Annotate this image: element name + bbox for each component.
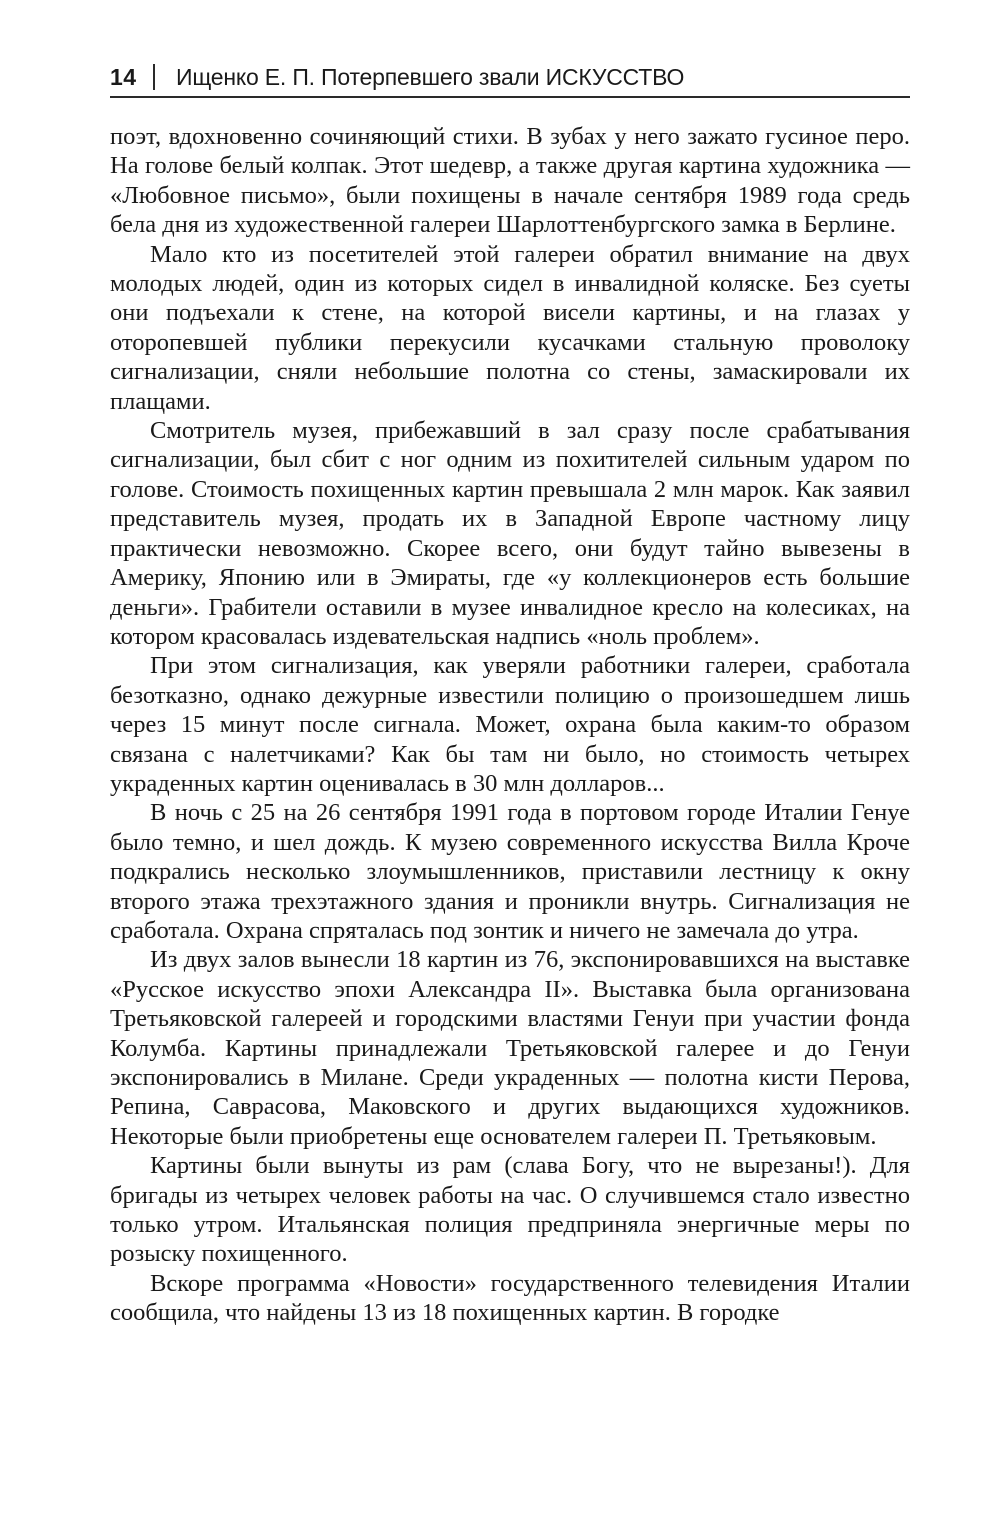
paragraph-7: Картины были вынуты из рам (слава Богу, что не вырезаны!). Для бригады из четырех человек работы на час. О случившемся стало известно только утром. Итальянская полиция предприняла энергичные меры по розыску похищенного.: [110, 1152, 910, 1268]
paragraph-4: При этом сигнализация, как уверяли работники галереи, сработала безотказно, однако дежурные известили полицию о произошедшем лишь через 15 минут после сигнала. Может, охрана была каким-то образом связана с налетчиками? Как бы там ни было, но стоимость четырех украденных картин оценивалась в 30 млн долларов...: [110, 652, 910, 797]
header-separator: [153, 64, 155, 90]
paragraph-5: В ночь с 25 на 26 сентября 1991 года в портовом городе Италии Генуе было темно, и шел дождь. К музею современного искусства Вилла Кроче подкрались несколько злоумышленников, приставили лестницу к окну второго этажа трехэтажного здания и проникли внутрь. Сигнализация не сработала. Охрана спряталась под зонтик и ничего не замечала до утра.: [110, 799, 910, 944]
paragraph-6: Из двух залов вынесли 18 картин из 76, экспонировавшихся на выставке «Русское искусство эпохи Александра II». Выставка была организована Третьяковской галереей и городскими властями Генуи при участии фонда Колумба. Картины принадлежали Третьяковской галерее и до Генуи экспонировались в Милане. Среди украденных — полотна кисти Перова, Репина, Саврасова, Маковского и других выдающихся художников. Некоторые были приобретены еще основателем галереи П. Третьяковым.: [110, 946, 910, 1150]
paragraph-8: Вскоре программа «Новости» государственного телевидения Италии сообщила, что найдены 13 из 18 похищенных картин. В городке: [110, 1269, 910, 1327]
page-number: 14: [110, 64, 137, 90]
paragraph-3: Смотритель музея, прибежавший в зал сразу после срабатывания сигнализации, был сбит с ног одним из похитителей сильным ударом по голове. Стоимость похищенных картин превышала 2 млн марок. Как заявил представитель музея, продать их в Западной Европе частному лицу практически невозможно. Скорее всего, они будут тайно вывезены в Америку, Японию или в Эмираты, где «у коллекционеров есть большие деньги». Грабители оставили в музее инвалидное кресло на колесиках, на котором красовалась издевательская надпись «ноль проблем».: [110, 417, 910, 650]
running-title: Ищенко Е. П. Потерпевшего звали ИСКУССТВО: [176, 64, 685, 90]
body-text: [110, 122, 910, 1328]
paragraph-1: поэт, вдохновенно сочиняющий стихи. В зубах у него зажато гусиное перо. На голове белый колпак. Этот шедевр, а также другая картина художника — «Любовное письмо», были похищены в начале сентября 1989 года средь бела дня из художественной галереи Шарлоттенбургского замка в Берлине.: [110, 123, 910, 239]
book-page: [110, 0, 910, 1534]
paragraph-2: Мало кто из посетителей этой галереи обратил внимание на двух молодых людей, один из которых сидел в инвалидной коляске. Без суеты они подъехали к стене, на которой висели картины, и на глазах у оторопевшей публики перекусили кусачками стальную проволоку сигнализации, сняли небольшие полотна со стены, замаскировали их плащами.: [110, 240, 910, 415]
running-header: [110, 62, 910, 98]
